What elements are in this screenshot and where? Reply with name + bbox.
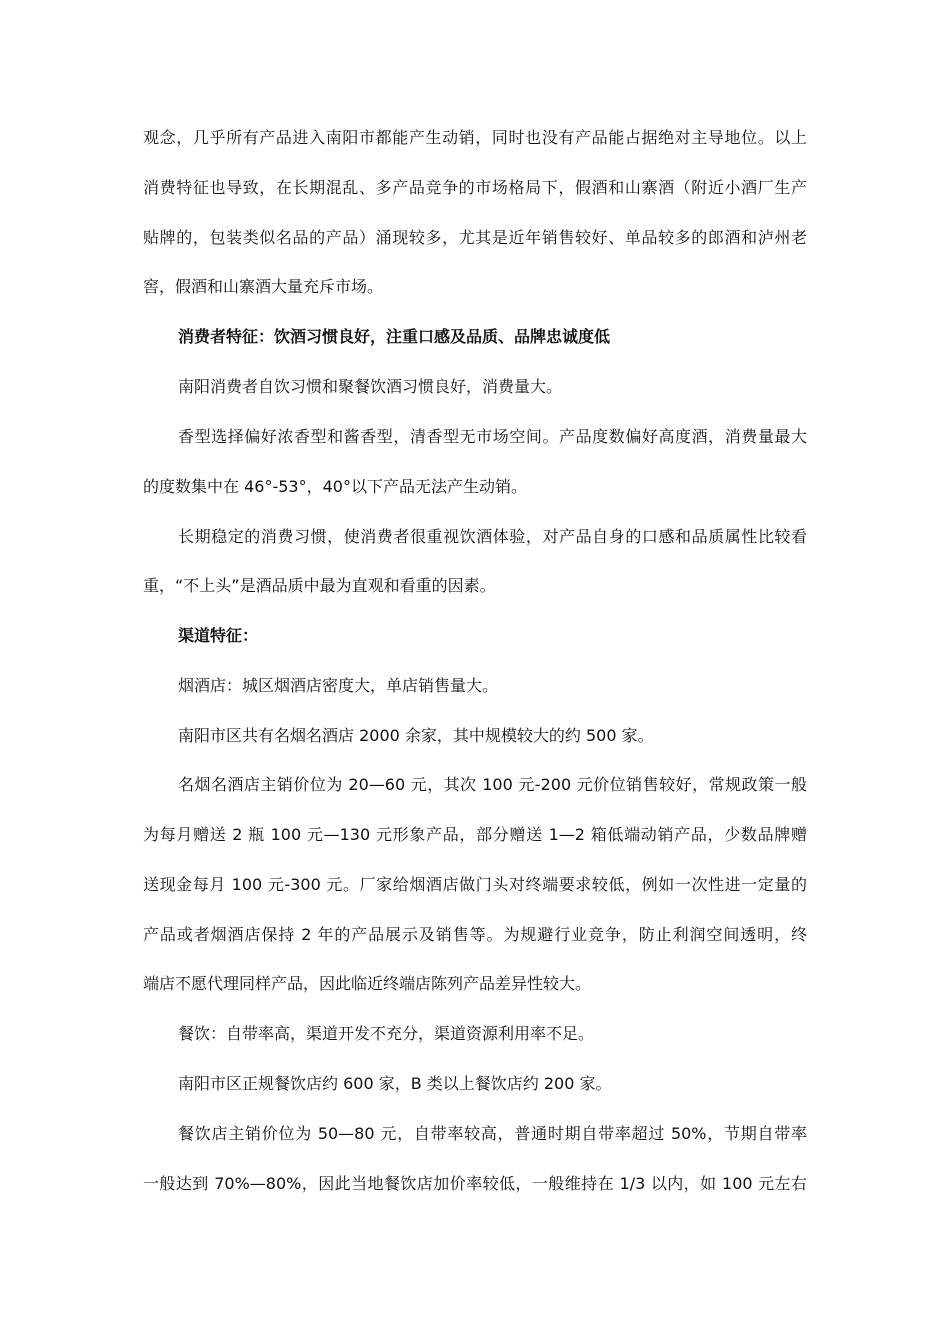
section-heading-consumer: 消费者特征：饮酒习惯良好，注重口感及品质、品牌忠诚度低 — [178, 327, 611, 346]
paragraph-line: 南阳市区正规餐饮店约 600 家，B 类以上餐饮店约 200 家。 — [178, 1074, 612, 1093]
paragraph-line: 餐饮店主销价位为 50—80 元，自带率较高，普通时期自带率超过 50%，节期自带率 — [178, 1124, 807, 1143]
paragraph-line: 贴牌的，包装类似名品的产品）涌现较多，尤其是近年销售较好、单品较多的郎酒和泸州老 — [143, 228, 807, 247]
paragraph-line: 一般达到 70%—80%，因此当地餐饮店加价率较低，一般维持在 1/3 以内，如 100 元左右 — [143, 1174, 807, 1193]
paragraph-line: 香型选择偏好浓香型和酱香型，清香型无市场空间。产品度数偏好高度酒，消费量最大 — [178, 427, 807, 446]
paragraph-line: 为每月赠送 2 瓶 100 元—130 元形象产品，部分赠送 1—2 箱低端动销产品，少数品牌赠 — [143, 825, 807, 844]
paragraph-line: 烟酒店：城区烟酒店密度大，单店销售量大。 — [178, 676, 499, 695]
paragraph-line: 的度数集中在 46°-53°，40°以下产品无法产生动销。 — [143, 477, 527, 496]
paragraph-line: 消费特征也导致，在长期混乱、多产品竞争的市场格局下，假酒和山寨酒（附近小酒厂生产 — [143, 178, 807, 197]
paragraph-line: 重，“不上头”是酒品质中最为直观和看重的因素。 — [143, 576, 496, 595]
paragraph-line: 窖，假酒和山寨酒大量充斥市场。 — [143, 277, 384, 296]
paragraph-line: 南阳消费者自饮习惯和聚餐饮酒习惯良好，消费量大。 — [178, 377, 563, 396]
paragraph-line: 端店不愿代理同样产品，因此临近终端店陈列产品差异性较大。 — [143, 974, 592, 993]
paragraph-line: 长期稳定的消费习惯，使消费者很重视饮酒体验，对产品自身的口感和品质属性比较看 — [178, 527, 807, 546]
paragraph-line: 产品或者烟酒店保持 2 年的产品展示及销售等。为规避行业竞争，防止利润空间透明，终 — [143, 925, 807, 944]
paragraph-line: 南阳市区共有名烟名酒店 2000 余家，其中规模较大的约 500 家。 — [178, 726, 654, 745]
section-heading-channel: 渠道特征： — [178, 626, 259, 645]
paragraph-line: 观念，几乎所有产品进入南阳市都能产生动销，同时也没有产品能占据绝对主导地位。以上 — [143, 128, 807, 147]
paragraph-line: 餐饮：自带率高，渠道开发不充分，渠道资源利用率不足。 — [178, 1024, 595, 1043]
paragraph-line: 名烟名酒店主销价位为 20—60 元，其次 100 元-200 元价位销售较好，常规政策一般 — [178, 775, 807, 794]
paragraph-line: 送现金每月 100 元-300 元。厂家给烟酒店做门头对终端要求较低，例如一次性进一定量的 — [143, 875, 807, 894]
